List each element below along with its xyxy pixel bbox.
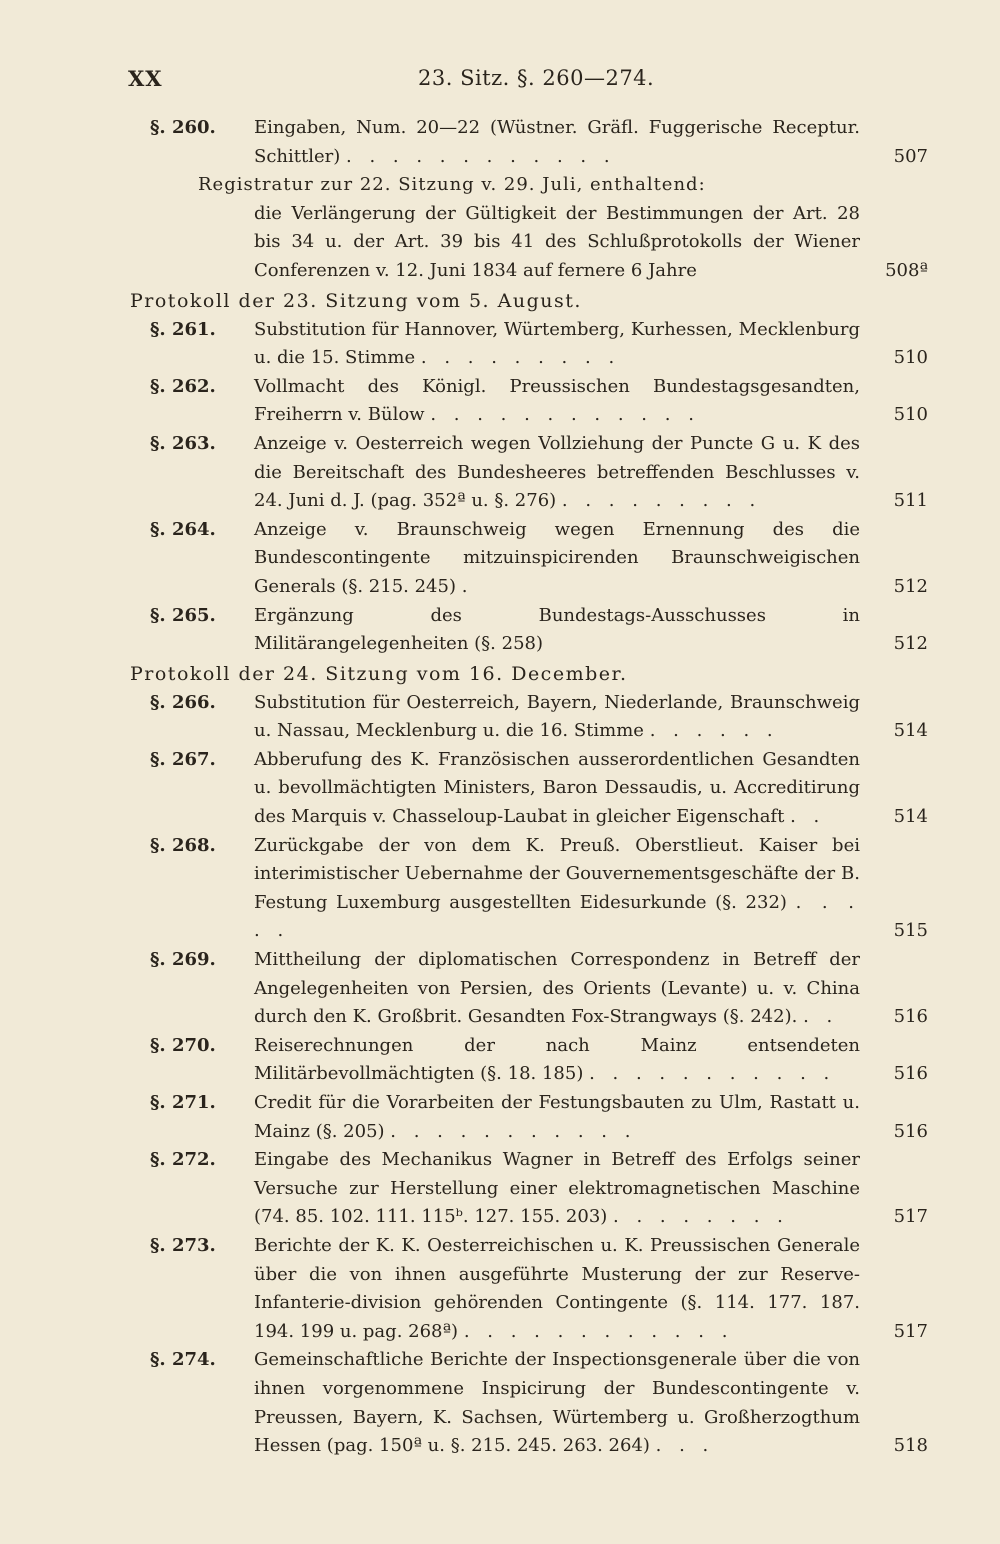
entry-text: Berichte der K. K. Oesterreichischen u. K. Preussischen Generale über die von ihnen ausgeführte Musterung der zur Reserve-Infanterie-division gehörenden Contingente (§. 114. 177. 187. 194. 199 u. pag. 268ª) [254,1234,860,1342]
entry-text: Gemeinschaftliche Berichte der Inspectionsgenerale über die von ihnen vorgenommene Inspicirung der Bundescontingente v. Preussen, Bayern, K. Sachsen, Würtemberg u. Großherzogthum Hessen (pag. 150ª u. §. 215. 245. 263. 264) [254,1349,860,1457]
section-number: §. 264. [150,518,216,540]
toc-entry [0,516,1000,602]
page-reference: 515 [893,920,928,942]
leader-dots: . . . . . . . . . [561,490,762,512]
section-number: §. 261. [150,318,216,340]
page-reference: 517 [893,1206,928,1228]
page-reference: 516 [893,1120,928,1142]
page-reference: 507 [893,145,928,167]
toc-entry [0,1089,1000,1146]
leader-dots: . . . . . . . . . . . . [463,1320,734,1342]
section-number: §. 273. [150,1234,216,1256]
entry-text: Credit für die Vorarbeiten der Festungsbauten zu Ulm, Rastatt u. Mainz (§. 205) [254,1092,860,1142]
page-reference: 510 [893,347,928,369]
entry-text-block [254,1089,860,1146]
toc-entry [0,1032,1000,1089]
leader-dots: . . . . . . . . [613,1206,789,1228]
page-reference: 512 [893,575,928,597]
entry-text-block [254,946,860,1032]
entry-text-block [254,832,860,946]
toc-entry [0,114,1000,171]
entry-text: Zurückgabe der von dem K. Preuß. Oberstlieut. Kaiser bei interimistischer Uebernahme der Gouvernementsgeschäfte der B. Festung Luxemburg ausgestellten Eidesurkunde (§. 232) [254,834,860,913]
page-reference: 511 [893,490,928,512]
entry-text-block [254,1232,860,1346]
leader-dots: . . . [655,1435,715,1457]
page-reference: 516 [893,1006,928,1028]
section-number: §. 263. [150,432,216,454]
entry-text-block [254,1032,860,1089]
leader-dots: . . . . . [254,891,860,942]
toc-entry [0,430,1000,516]
section-number: §. 271. [150,1092,216,1113]
leader-dots: . . . . . . . . . [420,347,621,369]
section-number: §. 265. [150,604,216,626]
entry-text-block [254,1346,860,1460]
entry-text: Eingabe des Mechanikus Wagner in Betreff des Erfolgs seiner Versuche zur Herstellung einer elektromagnetischen Maschine (74. 85. 102. 111. 115ᵇ. 127. 155. 203) [254,1149,860,1228]
toc-entry [0,746,1000,832]
entry-text: Anzeige v. Braunschweig wegen Ernennung des die Bundescontingente mitzuinspicirenden Braunschweigischen Generals (§. 215. 245) [254,518,860,597]
registratur-lead: Registratur zur 22. Sitzung v. 29. Juli, enthaltend: [198,174,706,196]
entry-text-block [254,516,860,602]
toc-entry [0,1346,1000,1460]
section-number: §. 274. [150,1349,216,1371]
section-number: §. 260. [150,117,216,138]
entry-text-block [254,430,860,516]
page-reference: 514 [893,806,928,828]
toc-entry [0,373,1000,430]
page-reference: 514 [893,720,928,742]
entry-text: die Verlängerung der Gültigkeit der Bestimmungen der Art. 28 bis 34 u. der Art. 39 bis 41 des Schlußprotokolls der Wiener Conferenzen v. 12. Juni 1834 auf fernere 6 Jahre [254,202,860,281]
page-reference: 508ª [885,259,928,281]
leader-dots: . . [790,806,826,828]
toc-entry [0,689,1000,746]
toc-entry [0,1232,1000,1346]
leader-dots: . . . . . . . . . . . [390,1120,637,1142]
toc-entry [0,1146,1000,1232]
section-number: §. 267. [150,748,216,770]
entry-text: Vollmacht des Königl. Preussischen Bundestagsgesandten, Freiherrn v. Bülow [254,375,860,426]
toc-entry [0,946,1000,1032]
entry-text: Ergänzung des Bundestags-Ausschusses in Militärangelegenheiten (§. 258) [254,604,860,655]
entry-text-block [254,689,860,746]
section-number: §. 272. [150,1149,216,1171]
section-number: §. 266. [150,691,216,713]
leader-dots: . . . . . . . . . . . . [430,404,700,426]
page-reference: 516 [893,1063,928,1085]
entry-text: Anzeige v. Oesterreich wegen Vollziehung der Puncte G u. K des die Bereitschaft des Bundesheeres betreffenden Beschlusses v. 24. Juni d. J. (pag. 352ª u. §. 276) [254,432,860,512]
section-number: §. 268. [150,834,216,856]
table-of-contents [0,114,1000,1461]
running-head: 23. Sitz. §. 260—274. [418,66,655,90]
toc-entry [0,602,1000,659]
entry-text-block [254,114,860,171]
entry-text-block [254,746,860,832]
entry-text: Abberufung des K. Französischen ausserordentlichen Gesandten u. bevollmächtigten Ministers, Baron Dessaudis, u. Accreditirung des Marquis v. Chasseloup-Laubat in gleicher Eigenschaft [254,748,860,828]
leader-dots: . . . . . . . . . . . . [346,145,616,167]
protocol-heading: Protokoll der 24. Sitzung vom 16. December. [130,662,628,685]
entry-text: Eingaben, Num. 20—22 (Wüstner. Gräfl. Fuggerische Receptur. Schittler) [254,117,860,167]
registratur-entry [0,171,1000,285]
section-number: §. 269. [150,949,216,971]
page-reference: 510 [893,404,928,426]
entry-text: Mittheilung der diplomatischen Correspondenz in Betreff der Angelegenheiten von Persien, des Orients (Levante) u. v. China durch den K. Großbrit. Gesandten Fox-Strangways (§. 242). [254,949,860,1028]
page-reference: 517 [893,1320,928,1342]
protocol-heading: Protokoll der 23. Sitzung vom 5. August. [130,289,582,312]
leader-dots: . . . . . . . . . . . [589,1063,836,1085]
leader-dots: . . [803,1006,839,1028]
entry-text-block [254,602,860,659]
leader-dots: . [461,575,474,597]
toc-entry [0,832,1000,946]
entry-text-block [198,171,860,285]
toc-entry [0,316,1000,373]
entry-text-block [254,373,860,430]
entry-text-block [254,316,860,373]
page-header [128,66,928,100]
section-number: §. 262. [150,375,216,397]
page-reference: 512 [893,633,928,655]
entry-text: Reiserechnungen der nach Mainz entsendeten Militärbevollmächtigten (§. 18. 185) [254,1034,860,1085]
page-reference: 518 [893,1435,928,1457]
section-number: §. 270. [150,1034,216,1056]
entry-text-block [254,1146,860,1232]
leader-dots: . . . . . . [649,720,779,742]
entry-text: Substitution für Hannover, Würtemberg, Kurhessen, Mecklenburg u. die 15. Stimme [254,318,860,369]
entry-text: Substitution für Oesterreich, Bayern, Niederlande, Braunschweig u. Nassau, Mecklenburg u. die 16. Stimme [254,691,860,742]
page-number-roman: XX [128,66,163,91]
